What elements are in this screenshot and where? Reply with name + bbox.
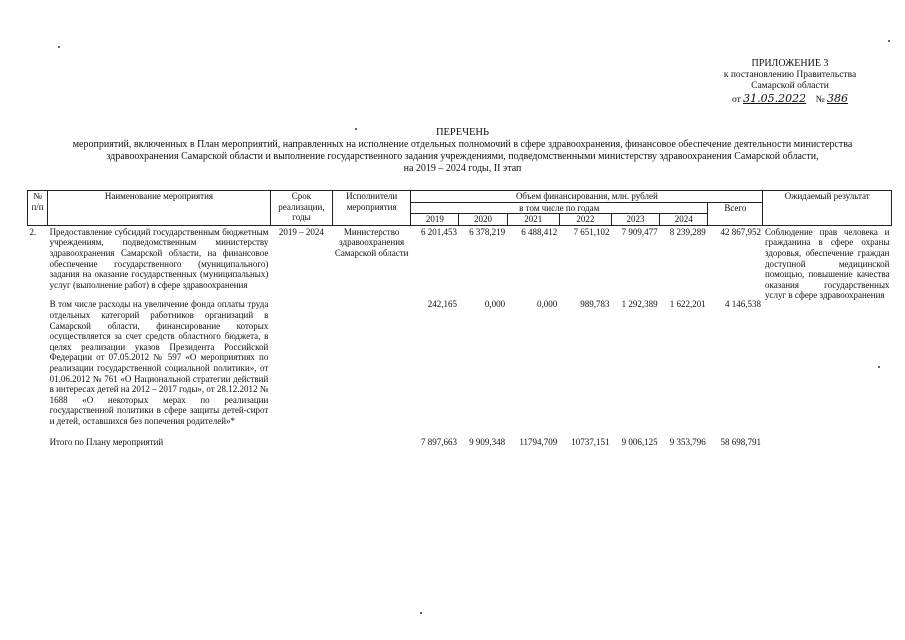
header-year: 2020 [459,214,507,226]
date-prefix: от [731,94,741,105]
header-by-years: в том числе по годам [411,202,708,214]
appendix-block [690,58,890,106]
row-value: 1 292,389 [621,299,658,310]
total-value: 9 006,125 [621,437,658,448]
row-value: 6 488,412 [521,226,558,237]
row-value: 989,783 [580,299,610,310]
header-num: № п/п [28,191,48,226]
header-name: Наименование мероприятия [48,191,271,226]
header-result: Ожидаемый результат [763,191,892,226]
total-grand: 58 698,791 [720,437,761,448]
total-value: 7 897,663 [420,437,457,448]
row-value: 7 909,477 [621,226,658,237]
total-value: 11794,709 [519,437,558,448]
document-subtitle-2: здравоохранения Самарской области и выполнение государственного задания учреждениями, подведомственными министерству здравоохранения Самарской области, [106,151,819,162]
scan-speck [58,46,60,48]
header-year: 2023 [611,214,659,226]
table-row-total [28,427,892,449]
row-total: 4 146,538 [724,299,761,310]
table-row [28,225,892,291]
appendix-line-2: Самарской области [751,81,829,91]
header-term: Срок реализации, годы [270,191,332,226]
document-subtitle-1: мероприятий, включенных в План мероприятий, направленных на исполнение отдельных полномочий в сфере здравоохранения, финансовое обеспечение деятельности министерства [72,139,853,150]
row-value: 8 239,289 [669,226,706,237]
measures-table [27,190,892,449]
row-term: 2019 – 2024 [278,226,324,237]
row-result: Соблюдение прав человека и гражданина в сфере охраны здоровья, обеспечение граждан доступной медицинской помощью, повышение качества оказания государственных услуг в сфере здравоохранения [764,226,890,301]
document-title-block [20,127,905,175]
row-total: 42 867,952 [720,226,761,237]
document-subtitle-3: на 2019 – 2024 годы, II этап [403,163,522,174]
appendix-line-1: к постановлению Правительства [723,69,857,80]
row-name: В том числе расходы на увеличение фонда оплаты труда отдельных категорий работников организаций в Самарской области, финансирование которых осуществляется за счет средств областного бюджета, в целях реализации указов Президента Российской Федерации от 07.05.2012 № 597 «О мероприятиях по реализации государственной социальной политики», от 01.06.2012 № 761 «О Национальной стратегии действий в интересах детей на 2012 – 2017 годы», от 28.12.2012 № 1688 «О некоторых мерах по реализации государственной политики в сфере защиты детей-сирот и детей, оставшихся без попечения родителей»* [49,299,269,426]
row-value: 0,000 [537,299,558,310]
row-num: 2. [29,226,37,237]
table-row [28,291,892,427]
scan-speck [878,366,880,368]
number-prefix: № [815,94,825,105]
row-value: 242,165 [427,299,457,310]
header-funding: Объем финансирования, млн. рублей [411,191,763,203]
total-value: 9 909,348 [469,437,506,448]
row-name: Предоставление субсидий государственным бюджетным учреждениям, подведомственным министерству здравоохранения Самарской области, на финансовое обеспечение государственного (муниципального) задания на оказание государственных (муниципальных) услуг (выполнение работ) в сфере здравоохранения [49,226,269,290]
row-value: 6 201,453 [420,226,457,237]
total-value: 10737,151 [571,437,610,448]
scan-speck [888,40,890,42]
total-label: Итого по Плану мероприятий [49,437,164,448]
document-title: ПЕРЕЧЕНЬ [435,127,490,138]
scan-speck [355,128,357,130]
row-value: 7 651,102 [573,226,610,237]
appendix-date-line [690,93,890,107]
header-year: 2024 [660,214,708,226]
row-value: 1 622,201 [669,299,706,310]
header-year: 2022 [559,214,611,226]
scan-speck [420,612,422,614]
row-value: 0,000 [484,299,506,310]
appendix-title: ПРИЛОЖЕНИЕ 3 [751,58,829,69]
row-executor: Министерство здравоохранения Самарской области [334,226,409,258]
number-value: 386 [827,91,849,105]
total-value: 9 353,796 [669,437,706,448]
header-year: 2019 [411,214,459,226]
header-executor: Исполнители мероприятия [333,191,411,226]
row-value: 6 378,219 [469,226,506,237]
header-year: 2021 [507,214,559,226]
header-total: Всего [708,202,763,225]
date-value: 31.05.2022 [743,91,807,105]
